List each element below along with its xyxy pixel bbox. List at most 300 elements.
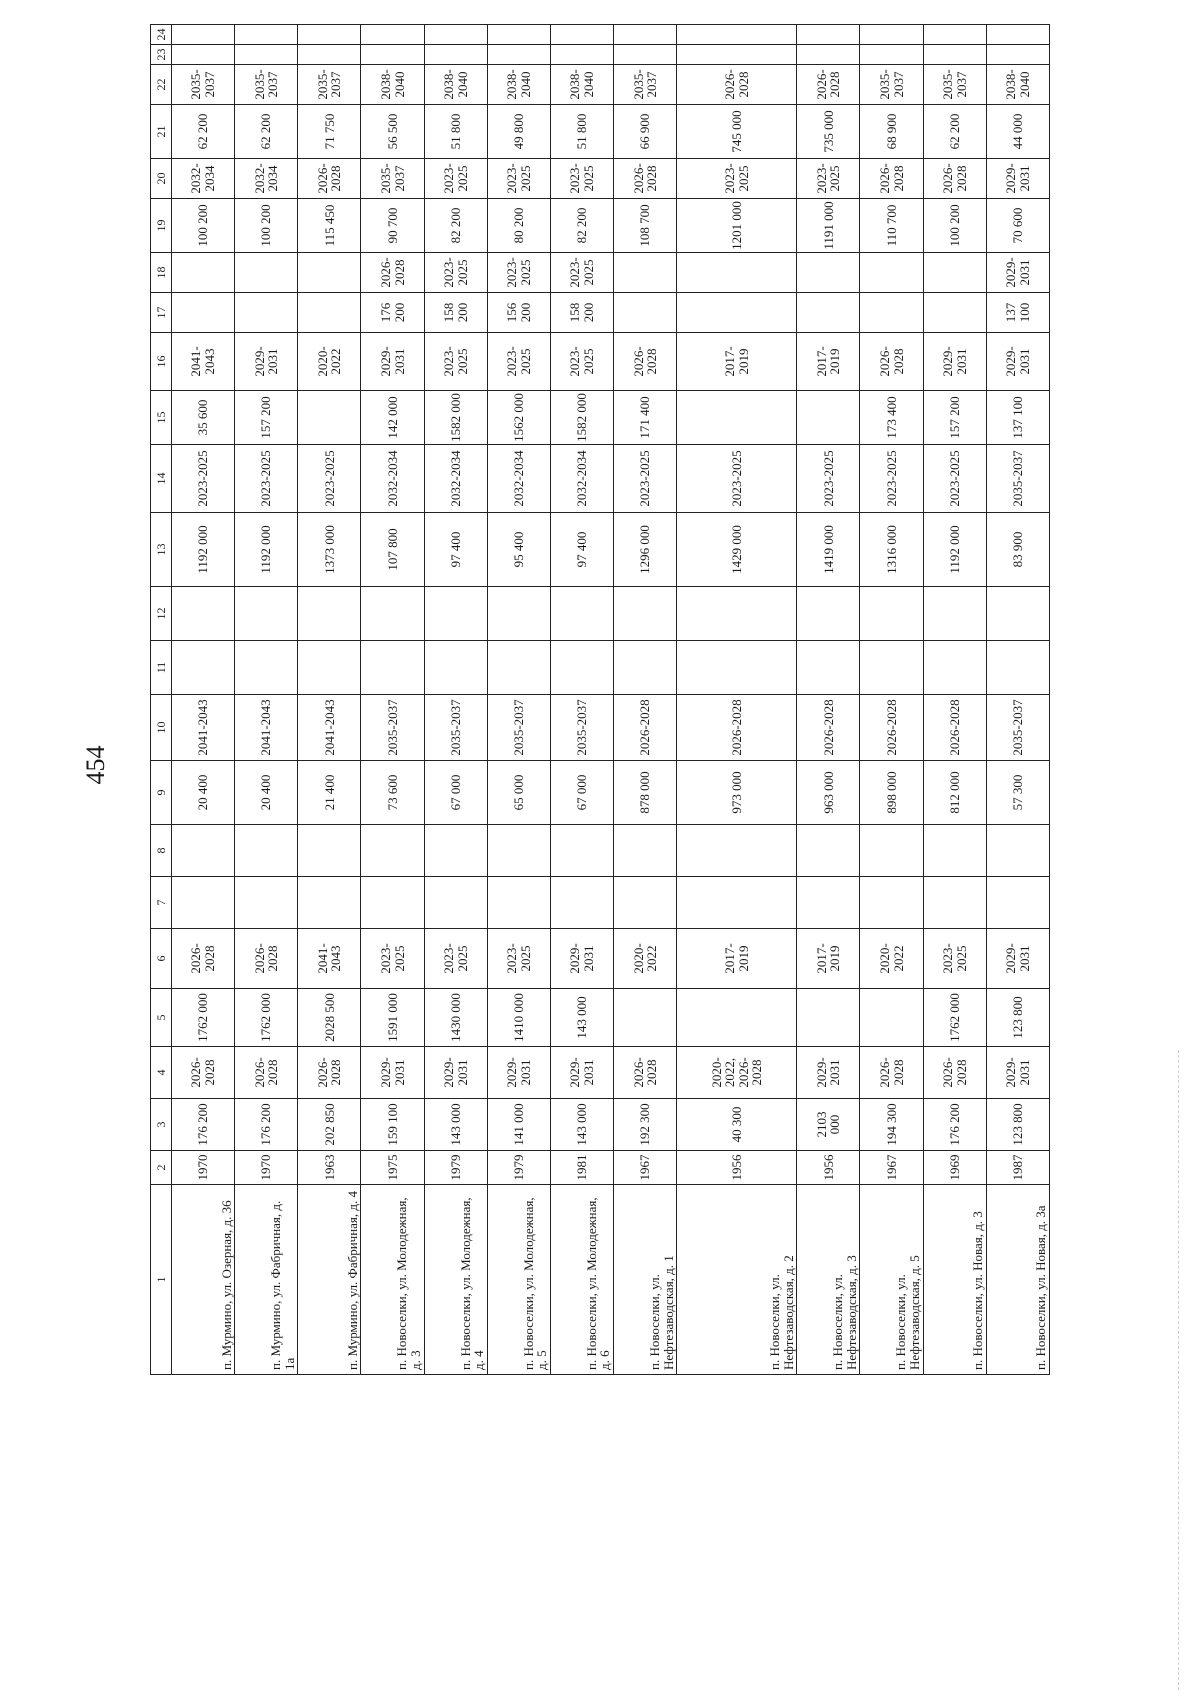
table-cell: 49 800 bbox=[487, 105, 550, 159]
table-cell: 2026-2028 bbox=[614, 159, 677, 199]
column-header: 14 bbox=[151, 445, 172, 513]
table-row bbox=[797, 25, 860, 1375]
table-cell: 2035-2037 bbox=[923, 65, 986, 105]
table-cell: 2041-2043 bbox=[235, 695, 298, 761]
table-cell: 73 600 bbox=[361, 761, 424, 825]
table-row bbox=[172, 25, 235, 1375]
table-cell: 2032-2034 bbox=[487, 445, 550, 513]
table-row bbox=[487, 25, 550, 1375]
table-cell bbox=[614, 25, 677, 45]
table-body bbox=[172, 25, 1050, 1375]
table-cell bbox=[860, 587, 923, 641]
table-cell: 2032-2034 bbox=[424, 445, 487, 513]
table-cell bbox=[235, 641, 298, 695]
table-cell: 1419 000 bbox=[797, 513, 860, 587]
table-cell: 2035-2037 bbox=[235, 65, 298, 105]
table-cell: 2017-2019 bbox=[677, 929, 797, 989]
table-cell: 1979 bbox=[487, 1151, 550, 1185]
table-cell: 2029-2031 bbox=[361, 1047, 424, 1099]
table-cell: 1191 000 bbox=[797, 199, 860, 253]
table-cell: 51 800 bbox=[424, 105, 487, 159]
table-cell: 1969 bbox=[923, 1151, 986, 1185]
address-cell: п. Мурмино, ул. Озерная, д. 36 bbox=[172, 1185, 235, 1375]
table-cell: 156 200 bbox=[487, 293, 550, 333]
table-cell: 973 000 bbox=[677, 761, 797, 825]
table-cell bbox=[797, 293, 860, 333]
table-cell bbox=[797, 641, 860, 695]
table-cell: 2038-2040 bbox=[487, 65, 550, 105]
table-cell: 2041-2043 bbox=[298, 695, 361, 761]
table-cell: 1981 bbox=[550, 1151, 613, 1185]
table-row bbox=[424, 25, 487, 1375]
table-cell: 2026-2028 bbox=[797, 65, 860, 105]
table-cell bbox=[172, 25, 235, 45]
table-cell: 2023-2025 bbox=[424, 253, 487, 293]
table-cell bbox=[298, 45, 361, 65]
table-cell: 1316 000 bbox=[860, 513, 923, 587]
table-cell bbox=[361, 641, 424, 695]
column-header: 20 bbox=[151, 159, 172, 199]
table-cell bbox=[487, 877, 550, 929]
table-cell bbox=[923, 587, 986, 641]
table-cell: 1987 bbox=[986, 1151, 1049, 1185]
table-cell: 2029-2031 bbox=[550, 929, 613, 989]
table-cell bbox=[172, 253, 235, 293]
table-cell bbox=[235, 253, 298, 293]
table-cell bbox=[677, 45, 797, 65]
table-cell: 2023-2025 bbox=[797, 159, 860, 199]
address-cell: п. Новоселки, ул. Новая, д. 3 bbox=[923, 1185, 986, 1375]
table-cell: 2020-2022, 2026-2028 bbox=[677, 1047, 797, 1099]
table-cell: 115 450 bbox=[298, 199, 361, 253]
table-cell bbox=[298, 293, 361, 333]
table-cell: 137 100 bbox=[986, 293, 1049, 333]
table-cell: 194 300 bbox=[860, 1099, 923, 1151]
address-cell: п. Новоселки, ул. Нефтезаводская, д. 2 bbox=[677, 1185, 797, 1375]
table-cell: 2041-2043 bbox=[172, 333, 235, 391]
table-cell bbox=[677, 825, 797, 877]
table-cell: 2023-2025 bbox=[614, 445, 677, 513]
table-cell bbox=[860, 825, 923, 877]
table-cell: 82 200 bbox=[550, 199, 613, 253]
table-cell: 2029-2031 bbox=[550, 1047, 613, 1099]
table-cell bbox=[677, 293, 797, 333]
table-cell: 2023-2025 bbox=[235, 445, 298, 513]
table-cell: 2026-2028 bbox=[860, 159, 923, 199]
table-cell bbox=[424, 25, 487, 45]
table-cell bbox=[797, 25, 860, 45]
table-cell bbox=[361, 587, 424, 641]
column-header: 5 bbox=[151, 989, 172, 1047]
table-cell: 2035-2037 bbox=[298, 65, 361, 105]
table-cell: 1970 bbox=[172, 1151, 235, 1185]
table-cell: 171 400 bbox=[614, 391, 677, 445]
table-cell: 878 000 bbox=[614, 761, 677, 825]
table-cell: 2026-2028 bbox=[860, 695, 923, 761]
address-cell: п. Мурмино, ул. Фабричная, д. 4 bbox=[298, 1185, 361, 1375]
table-cell bbox=[361, 25, 424, 45]
table-cell: 2035-2037 bbox=[986, 445, 1049, 513]
table-cell: 110 700 bbox=[860, 199, 923, 253]
table-cell: 95 400 bbox=[487, 513, 550, 587]
table-cell: 1956 bbox=[797, 1151, 860, 1185]
table-cell: 2026-2028 bbox=[923, 695, 986, 761]
table-row bbox=[677, 25, 797, 1375]
table-cell: 1963 bbox=[298, 1151, 361, 1185]
table-cell bbox=[614, 641, 677, 695]
table-row bbox=[614, 25, 677, 1375]
data-table bbox=[150, 24, 1050, 1375]
table-cell bbox=[172, 587, 235, 641]
table-cell: 123 800 bbox=[986, 989, 1049, 1047]
table-cell: 100 200 bbox=[172, 199, 235, 253]
column-header: 4 bbox=[151, 1047, 172, 1099]
table-cell bbox=[797, 825, 860, 877]
table-cell bbox=[677, 253, 797, 293]
table-cell: 157 200 bbox=[923, 391, 986, 445]
table-cell: 1762 000 bbox=[172, 989, 235, 1047]
table-cell: 2032-2034 bbox=[235, 159, 298, 199]
table-cell bbox=[550, 45, 613, 65]
table-cell bbox=[424, 641, 487, 695]
table-cell bbox=[797, 45, 860, 65]
table-cell: 898 000 bbox=[860, 761, 923, 825]
table-row bbox=[298, 25, 361, 1375]
table-cell bbox=[235, 825, 298, 877]
table-cell: 2026-2028 bbox=[923, 159, 986, 199]
table-cell: 1410 000 bbox=[487, 989, 550, 1047]
table-cell bbox=[298, 877, 361, 929]
table-cell: 2023-2025 bbox=[361, 929, 424, 989]
table-cell bbox=[550, 641, 613, 695]
table-cell bbox=[986, 25, 1049, 45]
table-cell: 51 800 bbox=[550, 105, 613, 159]
address-cell: п. Новоселки, ул. Молодежная, д. 4 bbox=[424, 1185, 487, 1375]
table-cell: 62 200 bbox=[923, 105, 986, 159]
table-cell: 2029-2031 bbox=[986, 1047, 1049, 1099]
table-cell bbox=[172, 825, 235, 877]
table-cell: 62 200 bbox=[172, 105, 235, 159]
table-cell: 2023-2025 bbox=[860, 445, 923, 513]
table-cell bbox=[986, 45, 1049, 65]
table-cell: 2017-2019 bbox=[797, 929, 860, 989]
table-cell: 2020-2022 bbox=[614, 929, 677, 989]
table-cell bbox=[361, 45, 424, 65]
table-cell: 2029-2031 bbox=[235, 333, 298, 391]
table-cell bbox=[677, 877, 797, 929]
table-cell: 2026-2028 bbox=[860, 333, 923, 391]
table-cell: 2023-2025 bbox=[550, 159, 613, 199]
table-cell: 2035-2037 bbox=[361, 695, 424, 761]
table-cell: 2029-2031 bbox=[424, 1047, 487, 1099]
table-cell: 2038-2040 bbox=[424, 65, 487, 105]
table-cell: 1430 000 bbox=[424, 989, 487, 1047]
table-cell: 67 000 bbox=[424, 761, 487, 825]
table-cell bbox=[797, 989, 860, 1047]
table-cell bbox=[860, 989, 923, 1047]
table-cell bbox=[860, 877, 923, 929]
table-cell bbox=[298, 587, 361, 641]
table-cell bbox=[986, 641, 1049, 695]
table-cell bbox=[550, 587, 613, 641]
table-cell bbox=[614, 293, 677, 333]
address-cell: п. Новоселки, ул. Молодежная, д. 5 bbox=[487, 1185, 550, 1375]
table-cell: 202 850 bbox=[298, 1099, 361, 1151]
table-cell: 71 750 bbox=[298, 105, 361, 159]
table-cell bbox=[550, 825, 613, 877]
table-cell: 2032-2034 bbox=[361, 445, 424, 513]
table-cell bbox=[424, 587, 487, 641]
table-cell: 2026-2028 bbox=[298, 159, 361, 199]
table-cell bbox=[550, 877, 613, 929]
table-cell: 2038-2040 bbox=[550, 65, 613, 105]
table-cell bbox=[923, 641, 986, 695]
table-cell bbox=[424, 825, 487, 877]
table-cell: 1967 bbox=[614, 1151, 677, 1185]
table-cell: 1582 000 bbox=[424, 391, 487, 445]
table-cell: 142 000 bbox=[361, 391, 424, 445]
column-header: 21 bbox=[151, 105, 172, 159]
table-cell bbox=[923, 293, 986, 333]
column-number-row bbox=[151, 25, 172, 1375]
table-cell: 1192 000 bbox=[923, 513, 986, 587]
table-cell: 2026-2028 bbox=[614, 695, 677, 761]
table-cell bbox=[550, 25, 613, 45]
table-cell: 68 900 bbox=[860, 105, 923, 159]
table-cell: 1192 000 bbox=[172, 513, 235, 587]
table-cell bbox=[614, 825, 677, 877]
table-row bbox=[235, 25, 298, 1375]
table-cell: 2041-2043 bbox=[172, 695, 235, 761]
table-cell: 97 400 bbox=[424, 513, 487, 587]
table-cell: 2023-2025 bbox=[923, 445, 986, 513]
column-header: 9 bbox=[151, 761, 172, 825]
table-cell: 2026-2028 bbox=[298, 1047, 361, 1099]
table-cell: 176 200 bbox=[235, 1099, 298, 1151]
table-cell: 2023-2025 bbox=[550, 333, 613, 391]
table-cell: 963 000 bbox=[797, 761, 860, 825]
table-cell bbox=[923, 25, 986, 45]
address-cell: п. Новоселки, ул. Молодежная, д. 3 bbox=[361, 1185, 424, 1375]
table-cell: 2023-2025 bbox=[424, 159, 487, 199]
table-cell bbox=[986, 587, 1049, 641]
table-cell: 2035-2037 bbox=[424, 695, 487, 761]
table-cell bbox=[298, 25, 361, 45]
address-cell: п. Новоселки, ул. Нефтезаводская, д. 3 bbox=[797, 1185, 860, 1375]
table-cell: 67 000 bbox=[550, 761, 613, 825]
table-cell: 2028 500 bbox=[298, 989, 361, 1047]
table-cell bbox=[986, 877, 1049, 929]
table-cell: 107 800 bbox=[361, 513, 424, 587]
column-header: 1 bbox=[151, 1185, 172, 1375]
table-cell: 735 000 bbox=[797, 105, 860, 159]
table-cell: 1956 bbox=[677, 1151, 797, 1185]
table-cell: 80 200 bbox=[487, 199, 550, 253]
table-cell: 2035-2037 bbox=[487, 695, 550, 761]
table-cell: 157 200 bbox=[235, 391, 298, 445]
table-cell: 56 500 bbox=[361, 105, 424, 159]
table-cell bbox=[677, 587, 797, 641]
column-header: 15 bbox=[151, 391, 172, 445]
table-cell: 2029-2031 bbox=[986, 159, 1049, 199]
table-cell: 176 200 bbox=[923, 1099, 986, 1151]
table-cell: 100 200 bbox=[923, 199, 986, 253]
table-cell bbox=[860, 641, 923, 695]
table-cell: 158 200 bbox=[424, 293, 487, 333]
table-cell: 82 200 bbox=[424, 199, 487, 253]
table-cell bbox=[361, 877, 424, 929]
table-cell: 158 200 bbox=[550, 293, 613, 333]
table-cell bbox=[797, 253, 860, 293]
table-cell bbox=[235, 877, 298, 929]
table-cell: 2020-2022 bbox=[298, 333, 361, 391]
scan-edge-line bbox=[1178, 1050, 1180, 1690]
page-number: 454 bbox=[81, 745, 110, 785]
column-header: 8 bbox=[151, 825, 172, 877]
table-cell bbox=[923, 877, 986, 929]
table-cell: 2029-2031 bbox=[361, 333, 424, 391]
address-cell: п. Мурмино, ул. Фабричная, д. 1а bbox=[235, 1185, 298, 1375]
column-header: 22 bbox=[151, 65, 172, 105]
table-cell bbox=[424, 45, 487, 65]
table-cell: 1967 bbox=[860, 1151, 923, 1185]
column-header: 23 bbox=[151, 45, 172, 65]
table-cell: 90 700 bbox=[361, 199, 424, 253]
table-cell: 2026-2028 bbox=[797, 695, 860, 761]
table-cell: 70 600 bbox=[986, 199, 1049, 253]
table-cell bbox=[986, 825, 1049, 877]
page-number-wrap bbox=[66, 740, 126, 790]
column-header: 17 bbox=[151, 293, 172, 333]
table-cell bbox=[797, 391, 860, 445]
table-cell: 2026-2028 bbox=[677, 65, 797, 105]
table-cell: 62 200 bbox=[235, 105, 298, 159]
table-cell: 2103 000 bbox=[797, 1099, 860, 1151]
table-cell bbox=[172, 45, 235, 65]
column-header: 16 bbox=[151, 333, 172, 391]
table-cell: 20 400 bbox=[235, 761, 298, 825]
column-header: 10 bbox=[151, 695, 172, 761]
table-cell: 2023-2025 bbox=[487, 159, 550, 199]
table-cell: 2035-2037 bbox=[172, 65, 235, 105]
table-cell bbox=[860, 45, 923, 65]
table-cell: 2023-2025 bbox=[424, 929, 487, 989]
table-cell: 2026-2028 bbox=[860, 1047, 923, 1099]
table-cell: 2023-2025 bbox=[677, 159, 797, 199]
column-header: 6 bbox=[151, 929, 172, 989]
table-cell: 2023-2025 bbox=[487, 929, 550, 989]
table-cell bbox=[172, 641, 235, 695]
table-cell bbox=[677, 25, 797, 45]
table-cell: 2026-2028 bbox=[614, 1047, 677, 1099]
table-cell: 143 000 bbox=[550, 1099, 613, 1151]
table-cell: 2035-2037 bbox=[860, 65, 923, 105]
table-cell bbox=[172, 877, 235, 929]
table-cell: 2020-2022 bbox=[860, 929, 923, 989]
table-row bbox=[361, 25, 424, 1375]
column-header: 13 bbox=[151, 513, 172, 587]
table-cell: 97 400 bbox=[550, 513, 613, 587]
table-cell: 2029-2031 bbox=[986, 333, 1049, 391]
table-cell bbox=[487, 825, 550, 877]
column-header: 18 bbox=[151, 253, 172, 293]
table-cell: 2029-2031 bbox=[487, 1047, 550, 1099]
table-cell: 2023-2025 bbox=[487, 253, 550, 293]
table-cell bbox=[487, 587, 550, 641]
table-cell: 2023-2025 bbox=[172, 445, 235, 513]
table-cell: 2029-2031 bbox=[986, 253, 1049, 293]
table-cell: 192 300 bbox=[614, 1099, 677, 1151]
table-cell: 57 300 bbox=[986, 761, 1049, 825]
table-cell bbox=[677, 391, 797, 445]
table-cell bbox=[797, 877, 860, 929]
table-cell bbox=[235, 293, 298, 333]
table-cell bbox=[923, 253, 986, 293]
table-cell bbox=[923, 825, 986, 877]
table-cell bbox=[298, 391, 361, 445]
table-cell bbox=[860, 25, 923, 45]
table-cell bbox=[860, 293, 923, 333]
address-cell: п. Новоселки, ул. Нефтезаводская, д. 1 bbox=[614, 1185, 677, 1375]
table-row bbox=[986, 25, 1049, 1375]
table-cell bbox=[860, 253, 923, 293]
table-cell: 2026-2028 bbox=[677, 695, 797, 761]
table-cell: 1429 000 bbox=[677, 513, 797, 587]
table-cell bbox=[361, 825, 424, 877]
table-cell: 176 200 bbox=[361, 293, 424, 333]
table-cell bbox=[235, 587, 298, 641]
table-cell bbox=[235, 25, 298, 45]
table-cell bbox=[677, 989, 797, 1047]
table-cell: 812 000 bbox=[923, 761, 986, 825]
table-cell: 65 000 bbox=[487, 761, 550, 825]
table-cell: 2023-2025 bbox=[677, 445, 797, 513]
column-header: 12 bbox=[151, 587, 172, 641]
table-cell: 100 200 bbox=[235, 199, 298, 253]
table-cell: 2026-2028 bbox=[172, 929, 235, 989]
table-cell: 2026-2028 bbox=[923, 1047, 986, 1099]
table-cell: 40 300 bbox=[677, 1099, 797, 1151]
table-cell: 44 000 bbox=[986, 105, 1049, 159]
table-cell: 2017-2019 bbox=[797, 333, 860, 391]
column-header: 19 bbox=[151, 199, 172, 253]
table-cell: 2035-2037 bbox=[550, 695, 613, 761]
table-cell: 2023-2025 bbox=[487, 333, 550, 391]
table-cell bbox=[235, 45, 298, 65]
table-cell: 1970 bbox=[235, 1151, 298, 1185]
table-cell bbox=[172, 293, 235, 333]
table-cell: 1582 000 bbox=[550, 391, 613, 445]
table-cell bbox=[614, 253, 677, 293]
table-cell: 2026-2028 bbox=[172, 1047, 235, 1099]
table-cell: 2023-2025 bbox=[797, 445, 860, 513]
table-cell: 143 000 bbox=[550, 989, 613, 1047]
table-cell: 83 900 bbox=[986, 513, 1049, 587]
table-cell: 2035-2037 bbox=[361, 159, 424, 199]
table-cell: 2017-2019 bbox=[677, 333, 797, 391]
table-cell bbox=[487, 641, 550, 695]
table-cell: 20 400 bbox=[172, 761, 235, 825]
table-cell: 2023-2025 bbox=[923, 929, 986, 989]
table-cell: 2026-2028 bbox=[235, 929, 298, 989]
column-header: 3 bbox=[151, 1099, 172, 1151]
table-cell: 173 400 bbox=[860, 391, 923, 445]
column-header: 11 bbox=[151, 641, 172, 695]
table-cell bbox=[614, 989, 677, 1047]
column-header: 2 bbox=[151, 1151, 172, 1185]
table-cell: 2023-2025 bbox=[424, 333, 487, 391]
table-cell: 141 000 bbox=[487, 1099, 550, 1151]
